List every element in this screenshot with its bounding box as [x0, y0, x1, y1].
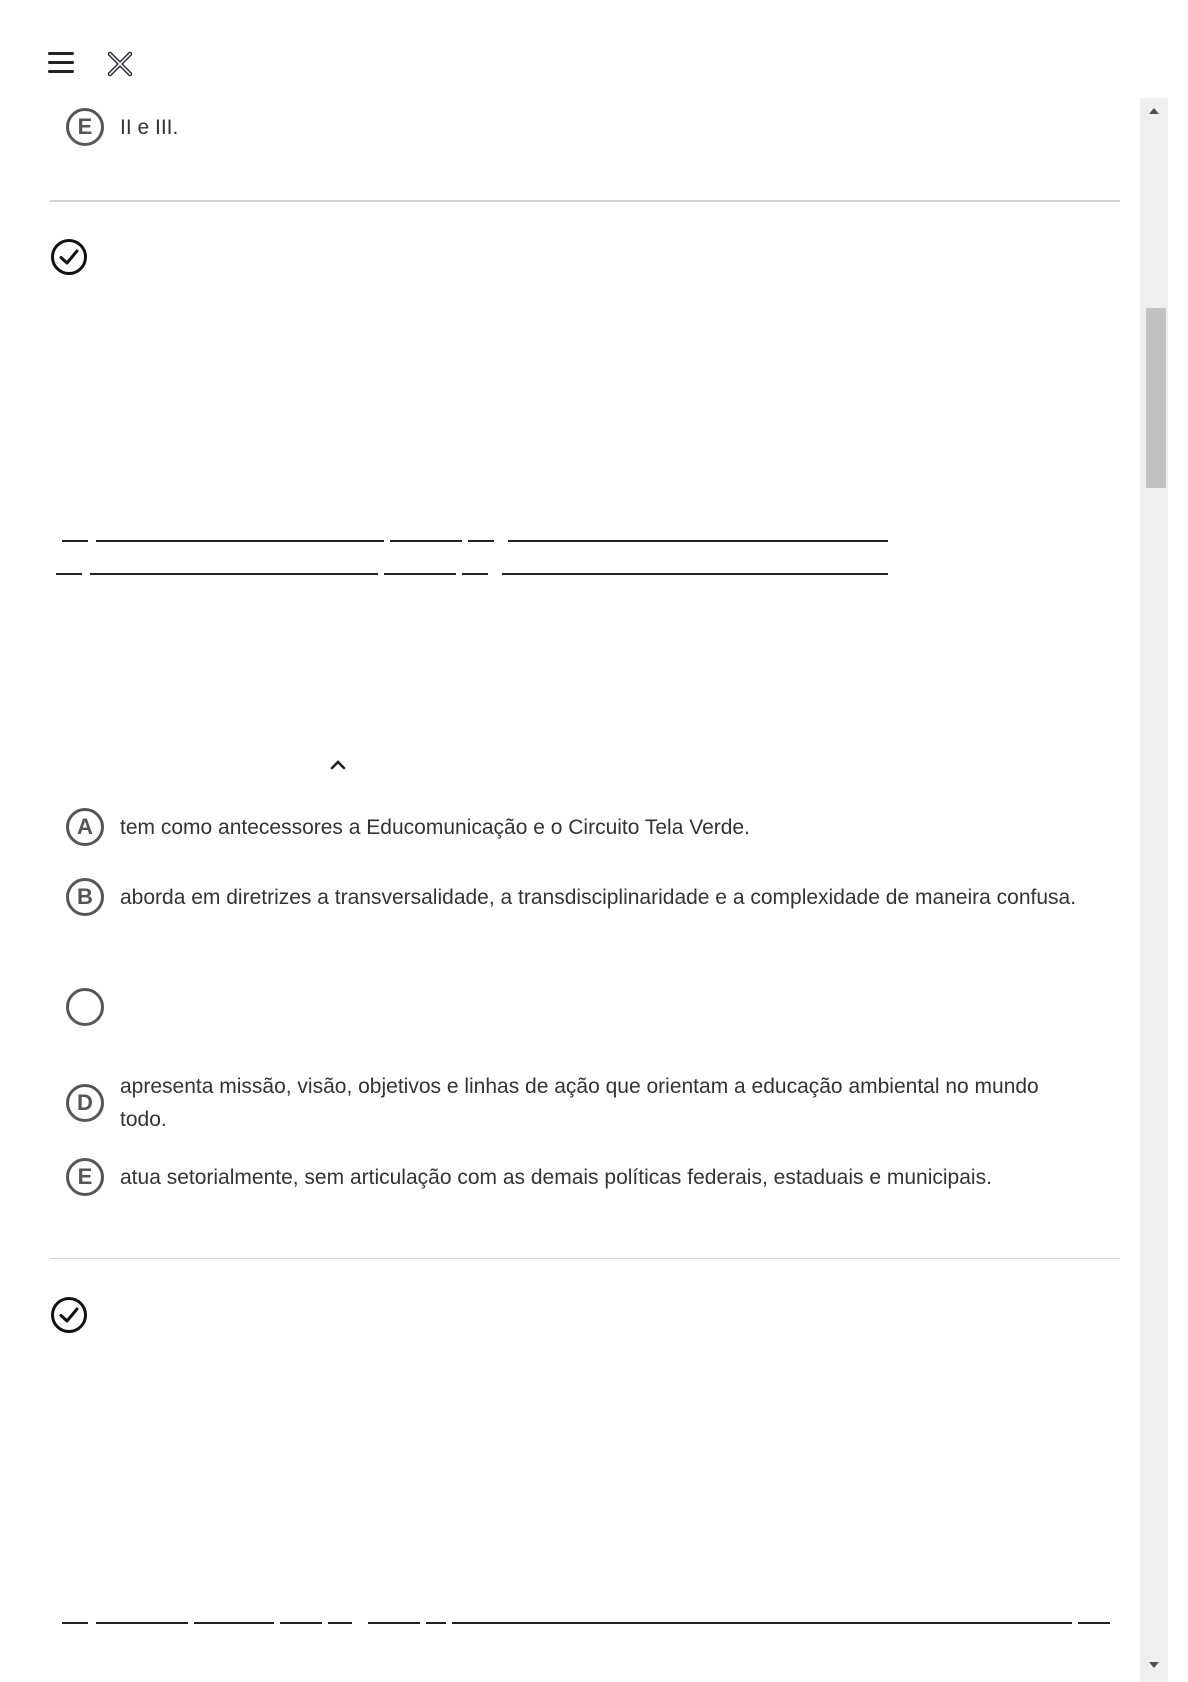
option-text: atua setorialmente, sem articulação com as demais políticas federais, estaduais e municipais.: [120, 1165, 992, 1189]
option-b[interactable]: [66, 878, 1080, 916]
option-letter[interactable]: E: [66, 108, 104, 146]
blank-line: [462, 573, 488, 575]
option-d[interactable]: [66, 1070, 1080, 1136]
blank-line: [368, 1622, 420, 1624]
blank-line: [502, 573, 888, 575]
option-c[interactable]: [66, 988, 1080, 1026]
close-icon[interactable]: [106, 48, 136, 78]
blank-line: [390, 540, 462, 542]
caret-up-icon: [330, 758, 346, 770]
top-toolbar: [0, 0, 1188, 100]
blank-line: [96, 1622, 188, 1624]
option-letter[interactable]: E: [66, 1158, 104, 1196]
scrollbar-thumb[interactable]: [1146, 308, 1166, 488]
blank-line: [56, 573, 82, 575]
option-e[interactable]: [66, 1158, 1080, 1196]
option-letter[interactable]: A: [66, 808, 104, 846]
option-letter[interactable]: D: [66, 1084, 104, 1122]
scroll-down-arrow-icon[interactable]: [1140, 1652, 1168, 1678]
option-letter[interactable]: B: [66, 878, 104, 916]
blank-line: [452, 1622, 1072, 1624]
option-letter-empty[interactable]: [66, 988, 104, 1026]
blank-line: [62, 540, 88, 542]
vertical-scrollbar[interactable]: [1140, 98, 1168, 1682]
option-text: aborda em diretrizes a transversalidade, a transdisciplinaridade e a complexidade de maneira confusa.: [120, 885, 1077, 909]
blank-line: [90, 573, 378, 575]
check-circle-icon: [50, 238, 88, 276]
blank-line: [328, 1622, 352, 1624]
prev-option-e[interactable]: [66, 108, 1080, 146]
option-text: apresenta missão, visão, objetivos e linhas de ação que orientam a educação ambiental no mundo todo.: [120, 1075, 1039, 1131]
check-circle-icon: [50, 1296, 88, 1334]
blank-line: [508, 540, 888, 542]
blank-line: [62, 1622, 88, 1624]
blank-line: [280, 1622, 322, 1624]
question-divider: [50, 1258, 1120, 1259]
blank-line: [384, 573, 456, 575]
blank-line: [468, 540, 494, 542]
question-divider: [50, 200, 1120, 202]
blank-line: [194, 1622, 274, 1624]
question-list: [50, 100, 1120, 1682]
blank-line: [1078, 1622, 1110, 1624]
hamburger-menu-icon[interactable]: [48, 52, 74, 74]
scroll-up-arrow-icon[interactable]: [1140, 98, 1168, 124]
option-text: II e III.: [120, 115, 179, 139]
blank-line: [426, 1622, 446, 1624]
option-text: tem como antecessores a Educomunicação e o Circuito Tela Verde.: [120, 815, 750, 839]
blank-line: [96, 540, 384, 542]
option-a[interactable]: [66, 808, 1080, 846]
